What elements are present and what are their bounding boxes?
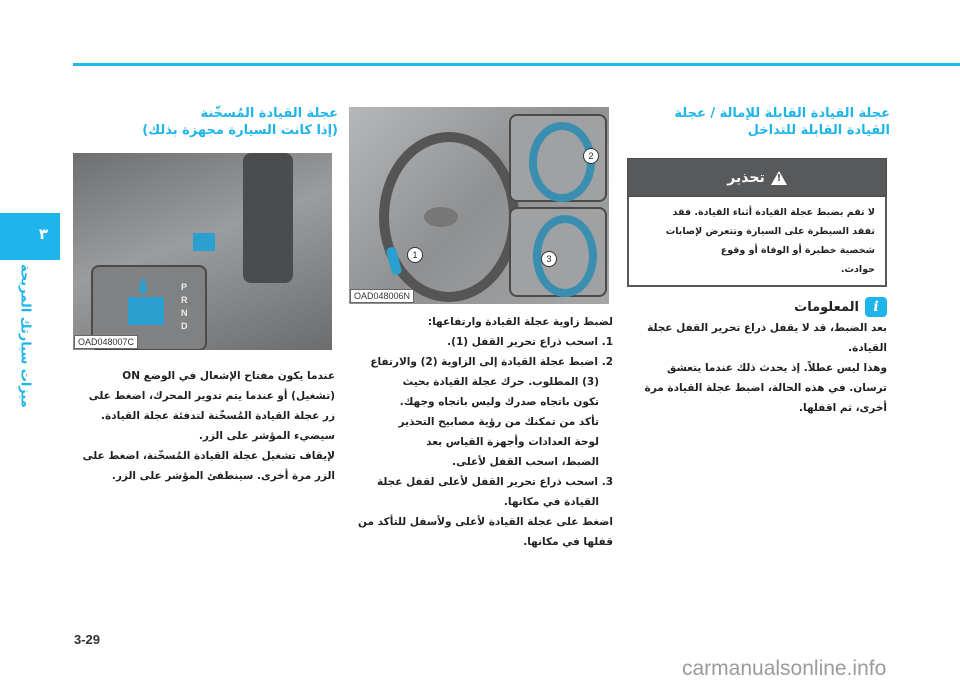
gear-shifter-illustration [243,153,293,283]
info-body: بعد الضبط، قد لا يقفل ذراع تحرير القفل عجلة القيادة. وهذا ليس عطلاً. إذ يحدث ذلك عندما يتعشق ترسان. في هذه الحالة، اضبط عجلة القيادة مرة أخرى، ثم اقفلها. [644,322,887,414]
hyundai-logo-icon [424,207,458,227]
section-heading-tilt-telescopic: عجلة القيادة القابلة للإمالة / عجلة القيادة القابلة للتداخل [674,106,890,138]
callout-2: 2 [583,148,599,164]
gear-indicator: P R N D [181,282,188,331]
chapter-number: ٣ [38,225,48,243]
press-arrow-icon [137,279,149,295]
left-column [73,105,338,139]
figure-code-label: OAD048007C [74,335,138,349]
watermark-link[interactable]: carmanualsonline.info [682,657,887,680]
intro-text: لضبط زاوية عجلة القيادة وارتفاعها: [427,316,613,328]
step-3: 3. اسحب ذراع تحرير القفل لأعلى لقفل عجلة [377,476,613,488]
info-icon: i [865,297,887,317]
info-title: المعلومات [794,299,859,315]
warning-header [627,158,887,197]
tilt-inset [509,114,607,202]
chapter-tab [0,213,60,260]
step-1: 1. اسحب ذراع تحرير القفل (1). [447,336,613,348]
heated-wheel-button [128,297,164,325]
heated-wheel-button-figure [73,153,332,350]
right-column [625,105,890,139]
heated-button-highlight [193,233,215,251]
warning-title: تحذير [727,169,765,186]
page-number: 3-29 [74,632,101,647]
chapter-title: ميزات سيارتك المريحة [17,264,33,408]
info-header [625,297,887,317]
middle-column-text: لضبط زاوية عجلة القيادة وارتفاعها: 1. اسحب ذراع تحرير القفل (1). 2. اضبط عجلة القيادة إلى الزاوية (2) والارتفاع (3) المطلوب. حرك عجلة القيادة بحيث تكون باتجاه صدرك وليس باتجاه وجهك. تأكد من تمكنك من رؤية مصابيح التحذير لوحة العدادات وأجهزة القياس بعد الضبط، اسحب القفل لأعلى. 3. اسحب ذراع تحرير القفل لأعلى لقفل عجلة القيادة في مكانها. اضغط على عجلة القيادة لأعلى ولأسفل للتأكد من قفلها في مكانها. [345,312,613,552]
step-2: 2. اضبط عجلة القيادة إلى الزاوية (2) والارتفاع [370,356,613,368]
callout-1: 1 [407,247,423,263]
warning-box [627,158,887,287]
left-column-text: عندما يكون مفتاح الإشعال في الوضع ON (تشغيل) أو عندما يتم تدوير المحرك، اضغط على زر عجلة القيادة المُسخّنة لتدفئة عجلة القيادة. سيضيء المؤشر على الزر. لإيقاف تشغيل عجلة القيادة المُسخّنة، اضغط على الزر مرة أخرى. سينطفئ المؤشر على الزر. [82,370,335,482]
steering-wheel-figure [349,107,609,304]
figure-code-label: OAD048006N [350,289,414,303]
header-rule [73,63,960,66]
telescopic-inset [509,207,607,297]
warning-body: لا تقم بضبط عجلة القيادة أثناء القيادة. فقد تفقد السيطرة على السيارة وتتعرض لإصابات شخصية خطيرة أو الوفاة أو وقوع حوادث. [627,197,887,287]
section-heading-heated-wheel: عجلة القيادة المُسخّنة (إذا كانت السيارة مجهزة بذلك) [142,106,338,138]
warning-triangle-icon [771,171,787,185]
callout-3: 3 [541,251,557,267]
